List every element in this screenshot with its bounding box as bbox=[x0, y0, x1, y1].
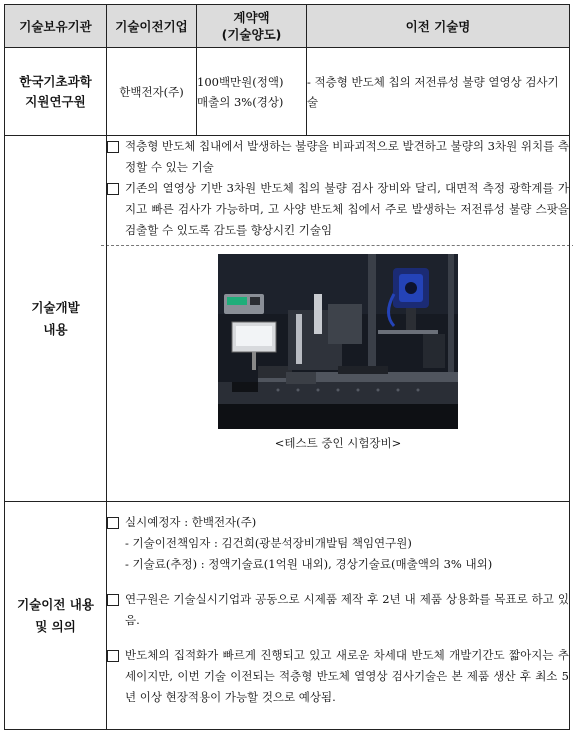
amount-cell bbox=[197, 48, 307, 136]
photo-caption: <테스트 중인 시험장비> bbox=[274, 436, 402, 450]
dev-bullet-2 bbox=[107, 178, 569, 241]
amount-line1: 100백만원(정액) bbox=[197, 74, 284, 89]
tech-transfer-table bbox=[4, 4, 570, 730]
company-cell: 한백전자(주) bbox=[107, 48, 197, 136]
holder-org-line1: 한국기초과학 bbox=[19, 73, 92, 89]
dev-bullet-2-text: 기존의 열영상 기반 3차원 반도체 칩의 불량 검사 장비와 달리, 대면적 측정 광학계를 가지고 빠른 검사가 가능하며, 고 사양 반도체 칩에서 주로 발생하는 저전류성 불량 스팟을 검출할 수 있도록 감도를 향상시킨 기술임 bbox=[125, 181, 569, 237]
development-label-line2: 내용 bbox=[43, 321, 68, 337]
tech-name-cell: - 적층형 반도체 칩의 저전류성 불량 열영상 검사기술 bbox=[307, 48, 570, 136]
plan-sub-manager: - 기술이전책임자 : 김건희(광분석장비개발팀 책임연구원) bbox=[125, 536, 412, 550]
transfer-bullet-2 bbox=[107, 589, 569, 631]
development-row bbox=[5, 136, 570, 502]
development-content bbox=[107, 136, 570, 502]
transfer-bullet-1 bbox=[107, 512, 569, 533]
transfer-label-line2: 및 의의 bbox=[35, 618, 76, 634]
header-tech-name: 이전 기술명 bbox=[307, 5, 570, 48]
checkbox-icon bbox=[107, 517, 119, 529]
dashed-divider bbox=[101, 245, 573, 246]
holder-org-cell bbox=[5, 48, 107, 136]
transfer-label-line1: 기술이전 내용 bbox=[17, 596, 94, 612]
development-label-line1: 기술개발 bbox=[31, 299, 80, 315]
transfer-bullet-2-text: 연구원은 기술실시기업과 공동으로 시제품 제작 후 2년 내 제품 상용화를 목표로 하고 있음. bbox=[125, 592, 569, 627]
header-row bbox=[5, 5, 570, 48]
dev-bullet-1 bbox=[107, 136, 569, 178]
test-equipment-photo bbox=[218, 254, 458, 429]
summary-row bbox=[5, 48, 570, 136]
transfer-bullet-3 bbox=[107, 645, 569, 708]
header-amount bbox=[197, 5, 307, 48]
header-company: 기술이전기업 bbox=[107, 5, 197, 48]
transfer-content bbox=[107, 502, 570, 730]
checkbox-icon bbox=[107, 650, 119, 662]
holder-org-line2: 지원연구원 bbox=[25, 93, 86, 109]
transfer-label bbox=[5, 502, 107, 730]
plan-heading: 실시예정자 : 한백전자(주) bbox=[125, 515, 257, 529]
transfer-bullet-3-text: 반도체의 집적화가 빠르게 진행되고 있고 새로운 차세대 반도체 개발기간도 짧아지는 추세이지만, 이번 기술 이전되는 적층형 반도체 열영상 검사기술은 본 제품 생산 후 최소 5년 이상 현장적용이 가능할 것으로 예상됨. bbox=[125, 648, 569, 704]
checkbox-icon bbox=[107, 141, 119, 153]
header-amount-line1: 계약액 bbox=[233, 10, 270, 25]
dev-bullet-1-text: 적층형 반도체 칩내에서 발생하는 불량을 비파괴적으로 발견하고 불량의 3차원 위치를 측정할 수 있는 기술 bbox=[125, 139, 569, 174]
development-label bbox=[5, 136, 107, 502]
header-amount-line2: (기술양도) bbox=[221, 27, 282, 42]
checkbox-icon bbox=[107, 183, 119, 195]
transfer-row bbox=[5, 502, 570, 730]
amount-line2: 매출의 3%(경상) bbox=[197, 94, 284, 109]
checkbox-icon bbox=[107, 594, 119, 606]
header-holder: 기술보유기관 bbox=[5, 5, 107, 48]
plan-sub-royalty: - 기술료(추정) : 정액기술료(1억원 내외), 경상기술료(매출액의 3% 내외) bbox=[125, 557, 493, 571]
